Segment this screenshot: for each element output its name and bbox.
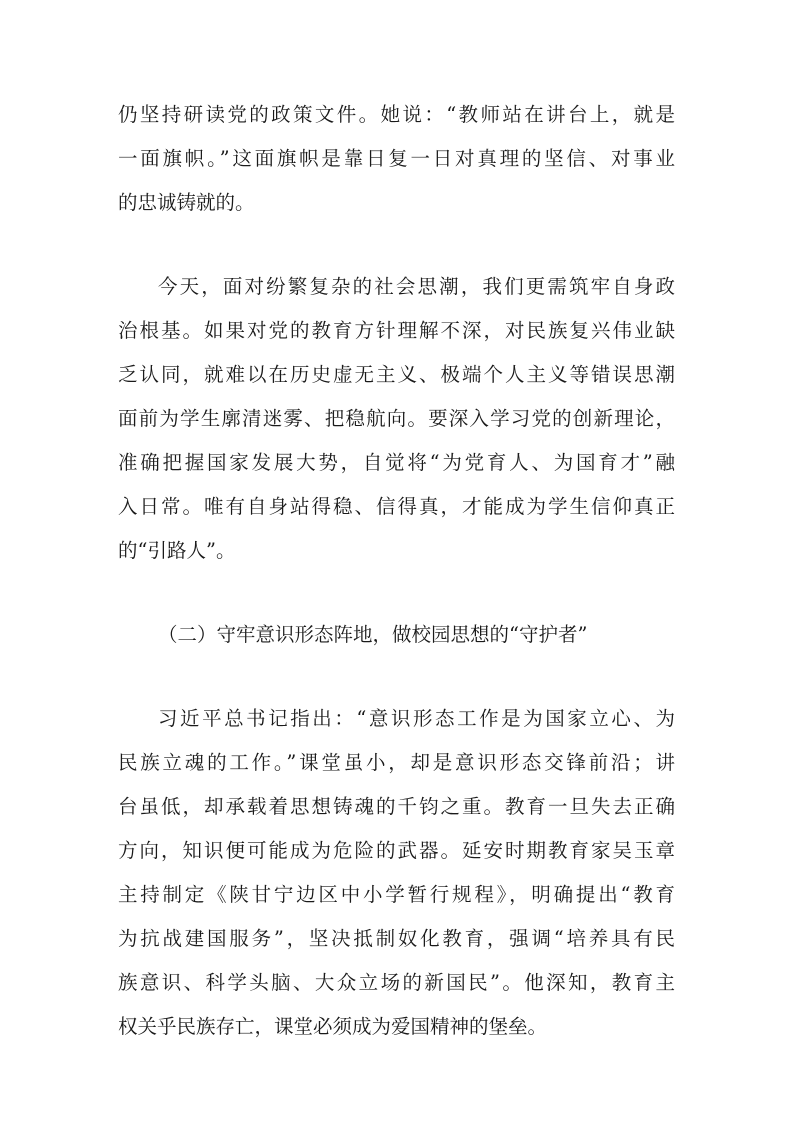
paragraph-1-line-2: 一面旗帜。”这面旗帜是靠日复一日对真理的坚信、对事业 bbox=[118, 147, 675, 170]
paragraph-3-line-3: 台虽低，却承载着思想铸魂的千钧之重。教育一旦失去正确 bbox=[118, 795, 675, 818]
paragraph-3-line-6: 为抗战建国服务”，坚决抵制奴化教育，强调“培养具有民 bbox=[118, 927, 675, 950]
paragraph-3-line-4: 方向，知识便可能成为危险的武器。延安时期教育家吴玉章 bbox=[118, 839, 675, 862]
paragraph-3-line-1: 习近平总书记指出：“意识形态工作是为国家立心、为 bbox=[158, 707, 675, 730]
paragraph-2-line-5: 准确把握国家发展大势，自觉将“为党育人、为国育才”融 bbox=[118, 451, 675, 474]
paragraph-2-line-3: 乏认同，就难以在历史虚无主义、极端个人主义等错误思潮 bbox=[118, 363, 675, 386]
paragraph-3-line-7: 族意识、科学头脑、大众立场的新国民”。他深知，教育主 bbox=[118, 971, 675, 994]
paragraph-1-line-1: 仍坚持研读党的政策文件。她说：“教师站在讲台上，就是 bbox=[118, 103, 675, 126]
paragraph-2-line-1: 今天，面对纷繁复杂的社会思潮，我们更需筑牢自身政 bbox=[158, 275, 675, 298]
paragraph-3-line-2: 民族立魂的工作。”课堂虽小，却是意识形态交锋前沿；讲 bbox=[118, 751, 675, 774]
section-heading: （二）守牢意识形态阵地，做校园思想的“守护者” bbox=[158, 623, 588, 646]
paragraph-3-line-8: 权关乎民族存亡，课堂必须成为爱国精神的堡垒。 bbox=[118, 1015, 548, 1038]
paragraph-1-line-3: 的忠诚铸就的。 bbox=[118, 191, 255, 214]
paragraph-2-line-7: 的“引路人”。 bbox=[118, 539, 236, 562]
paragraph-2-line-4: 面前为学生廓清迷雾、把稳航向。要深入学习党的创新理论， bbox=[118, 407, 675, 430]
paragraph-2-line-6: 入日常。唯有自身站得稳、信得真，才能成为学生信仰真正 bbox=[118, 495, 675, 518]
paragraph-2-line-2: 治根基。如果对党的教育方针理解不深，对民族复兴伟业缺 bbox=[118, 319, 675, 342]
paragraph-3-line-5: 主持制定《陕甘宁边区中小学暂行规程》，明确提出“教育 bbox=[118, 883, 675, 906]
